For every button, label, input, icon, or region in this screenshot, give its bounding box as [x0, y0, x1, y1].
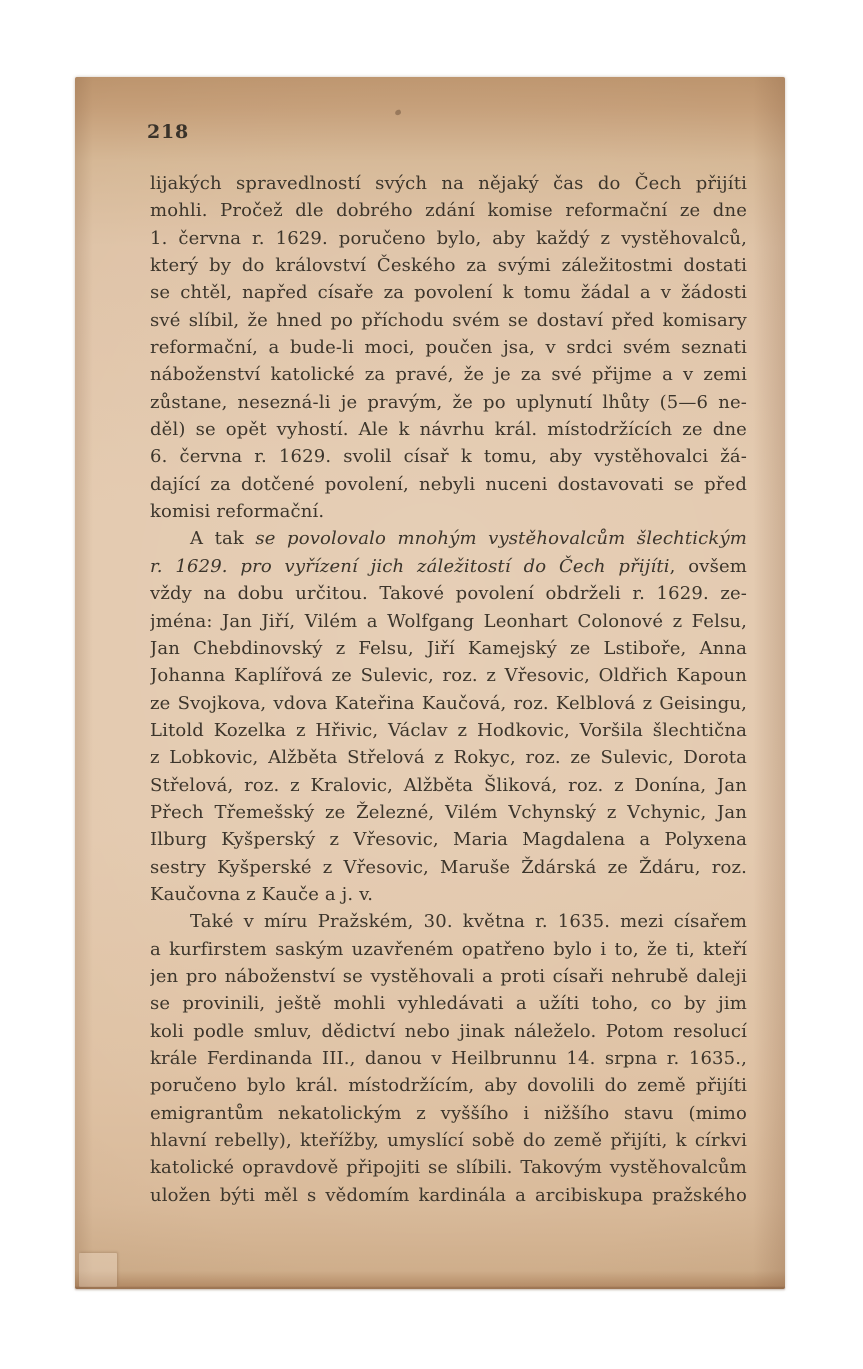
text-line	[150, 498, 747, 525]
text-segment: koli podle smluv, dědictví nebo jinak náleželo. Potom resolucí	[150, 1020, 747, 1042]
text-segment: náboženství katolické za pravé, že je za své přijme a v zemi	[150, 364, 747, 386]
text-block	[150, 170, 747, 1209]
text-segment: , ovšem	[669, 555, 747, 577]
text-line	[150, 471, 747, 498]
text-line	[150, 1100, 747, 1127]
text-segment: jen pro náboženství se vystěhovali a proti císaři nehrubě daleji	[150, 965, 747, 987]
text-segment: ze Svojkova, vdova Kateřina Kaučová, roz. Kelblová z Geisingu,	[150, 692, 747, 714]
italic-text-segment: r. 1629. pro vyřízení jich záležitostí do Čech přijíti	[150, 555, 670, 577]
text-line	[150, 936, 747, 963]
text-line	[150, 525, 747, 552]
text-line	[150, 990, 747, 1017]
text-line	[150, 881, 747, 908]
text-line	[150, 279, 747, 306]
text-segment: krále Ferdinanda III., danou v Heilbrunnu 14. srpna r. 1635.,	[150, 1048, 747, 1069]
text-line	[150, 854, 747, 881]
text-segment: Také v míru Pražském, 30. května r. 1635. mezi císařem	[190, 911, 747, 933]
text-segment: který by do království Českého za svými záležitostmi dostati	[150, 255, 747, 277]
text-segment: děl) se opět vyhostí. Ale k návrhu král. místodržících ze dne	[150, 419, 747, 441]
text-line	[150, 744, 747, 771]
text-line	[150, 662, 747, 689]
text-segment: katolické opravdově připojiti se slíbili. Takovým vystěhovalcům	[150, 1157, 747, 1179]
text-line	[150, 252, 747, 279]
text-line	[150, 1072, 747, 1099]
text-segment: Litold Kozelka z Hřivic, Václav z Hodkovic, Voršila šlechtična	[150, 719, 747, 741]
text-segment: vždy na dobu určitou. Takové povolení obdrželi r. 1629. ze-	[150, 583, 747, 605]
text-segment: A tak	[190, 528, 256, 550]
text-line	[150, 799, 747, 826]
text-line	[150, 170, 747, 197]
text-segment: a kurfirstem saským uzavřeném opatřeno bylo i to, že ti, kteří	[150, 938, 747, 960]
text-segment: 6. června r. 1629. svolil císař k tomu, aby vystěhovalci žá-	[150, 446, 747, 468]
text-segment: emigrantům nekatolickým z vyššího i nižšího stavu (mimo	[150, 1102, 747, 1124]
text-segment: komisi reformační.	[150, 501, 325, 523]
text-line	[150, 826, 747, 853]
text-segment: zůstane, nesezná-li je pravým, že po uplynutí lhůty (5—6 ne-	[150, 391, 747, 413]
text-segment: dající za dotčené povolení, nebyli nuceni dostavovati se před	[150, 473, 747, 495]
text-line	[150, 690, 747, 717]
text-line	[150, 416, 747, 443]
text-segment: Přech Třemešský ze Železné, Vilém Vchynský z Vchynic, Jan	[150, 801, 747, 823]
text-line	[150, 1182, 747, 1209]
text-line	[150, 553, 747, 580]
ink-speck	[394, 109, 401, 116]
text-segment: z Lobkovic, Alžběta Střelová z Rokyc, roz. ze Sulevic, Dorota	[150, 747, 747, 769]
text-line	[150, 307, 747, 334]
text-segment: lijakých spravedlností svých na nějaký čas do Čech přijíti	[150, 173, 747, 194]
text-segment: uložen býti měl s vědomím kardinála a arcibiskupa pražského	[150, 1184, 747, 1206]
text-segment: jména: Jan Jiří, Vilém a Wolfgang Leonhart Colonové z Felsu,	[150, 610, 747, 632]
text-line	[150, 908, 747, 935]
page-number: 218	[147, 121, 190, 143]
text-segment: reformační, a bude-li moci, poučen jsa, v srdci svém seznati	[150, 337, 747, 359]
text-line	[150, 361, 747, 388]
text-line	[150, 772, 747, 799]
scanned-page	[75, 77, 785, 1289]
text-segment: Jan Chebdinovský z Felsu, Jiří Kamejský ze Lstiboře, Anna	[150, 637, 747, 659]
text-segment: sestry Kyšperské z Vřesovic, Maruše Ždárská ze Ždáru, roz.	[150, 856, 747, 878]
text-line	[150, 717, 747, 744]
text-line	[150, 580, 747, 607]
text-segment: Ilburg Kyšperský z Vřesovic, Maria Magdalena a Polyxena	[150, 829, 747, 851]
text-segment: mohli. Pročež dle dobrého zdání komise reformační ze dne	[150, 200, 747, 222]
text-line	[150, 1154, 747, 1181]
text-line	[150, 1018, 747, 1045]
text-segment: 1. června r. 1629. poručeno bylo, aby každý z vystěhovalců,	[150, 227, 747, 249]
text-line	[150, 1127, 747, 1154]
text-segment: Střelová, roz. z Kralovic, Alžběta Šliková, roz. z Donína, Jan	[150, 774, 747, 796]
text-line	[150, 389, 747, 416]
text-segment: své slíbil, že hned po příchodu svém se dostaví před komisary	[150, 309, 747, 331]
text-segment: hlavní rebelly), kteřížby, umyslící sobě do země přijíti, k církvi	[150, 1130, 747, 1152]
text-segment: Johanna Kaplířová ze Sulevic, roz. z Vřesovic, Oldřich Kapoun	[150, 665, 747, 687]
text-line	[150, 608, 747, 635]
text-line	[150, 963, 747, 990]
text-line	[150, 635, 747, 662]
text-segment: se provinili, ještě mohli vyhledávati a užíti toho, co by jim	[150, 993, 747, 1015]
text-segment: se chtěl, napřed císaře za povolení k tomu žádal a v žádosti	[150, 282, 747, 304]
italic-text-segment: se povolovalo mnohým vystěhovalcům šlechtickým	[255, 528, 747, 550]
bottom-left-page-edge-patch	[79, 1253, 117, 1287]
text-line	[150, 225, 747, 252]
text-segment: Kaučovna z Kauče a j. v.	[150, 883, 374, 905]
text-line	[150, 1045, 747, 1072]
text-segment: poručeno bylo král. místodržícím, aby dovolili do země přijíti	[150, 1075, 747, 1097]
text-line	[150, 443, 747, 470]
text-line	[150, 197, 747, 224]
text-line	[150, 334, 747, 361]
